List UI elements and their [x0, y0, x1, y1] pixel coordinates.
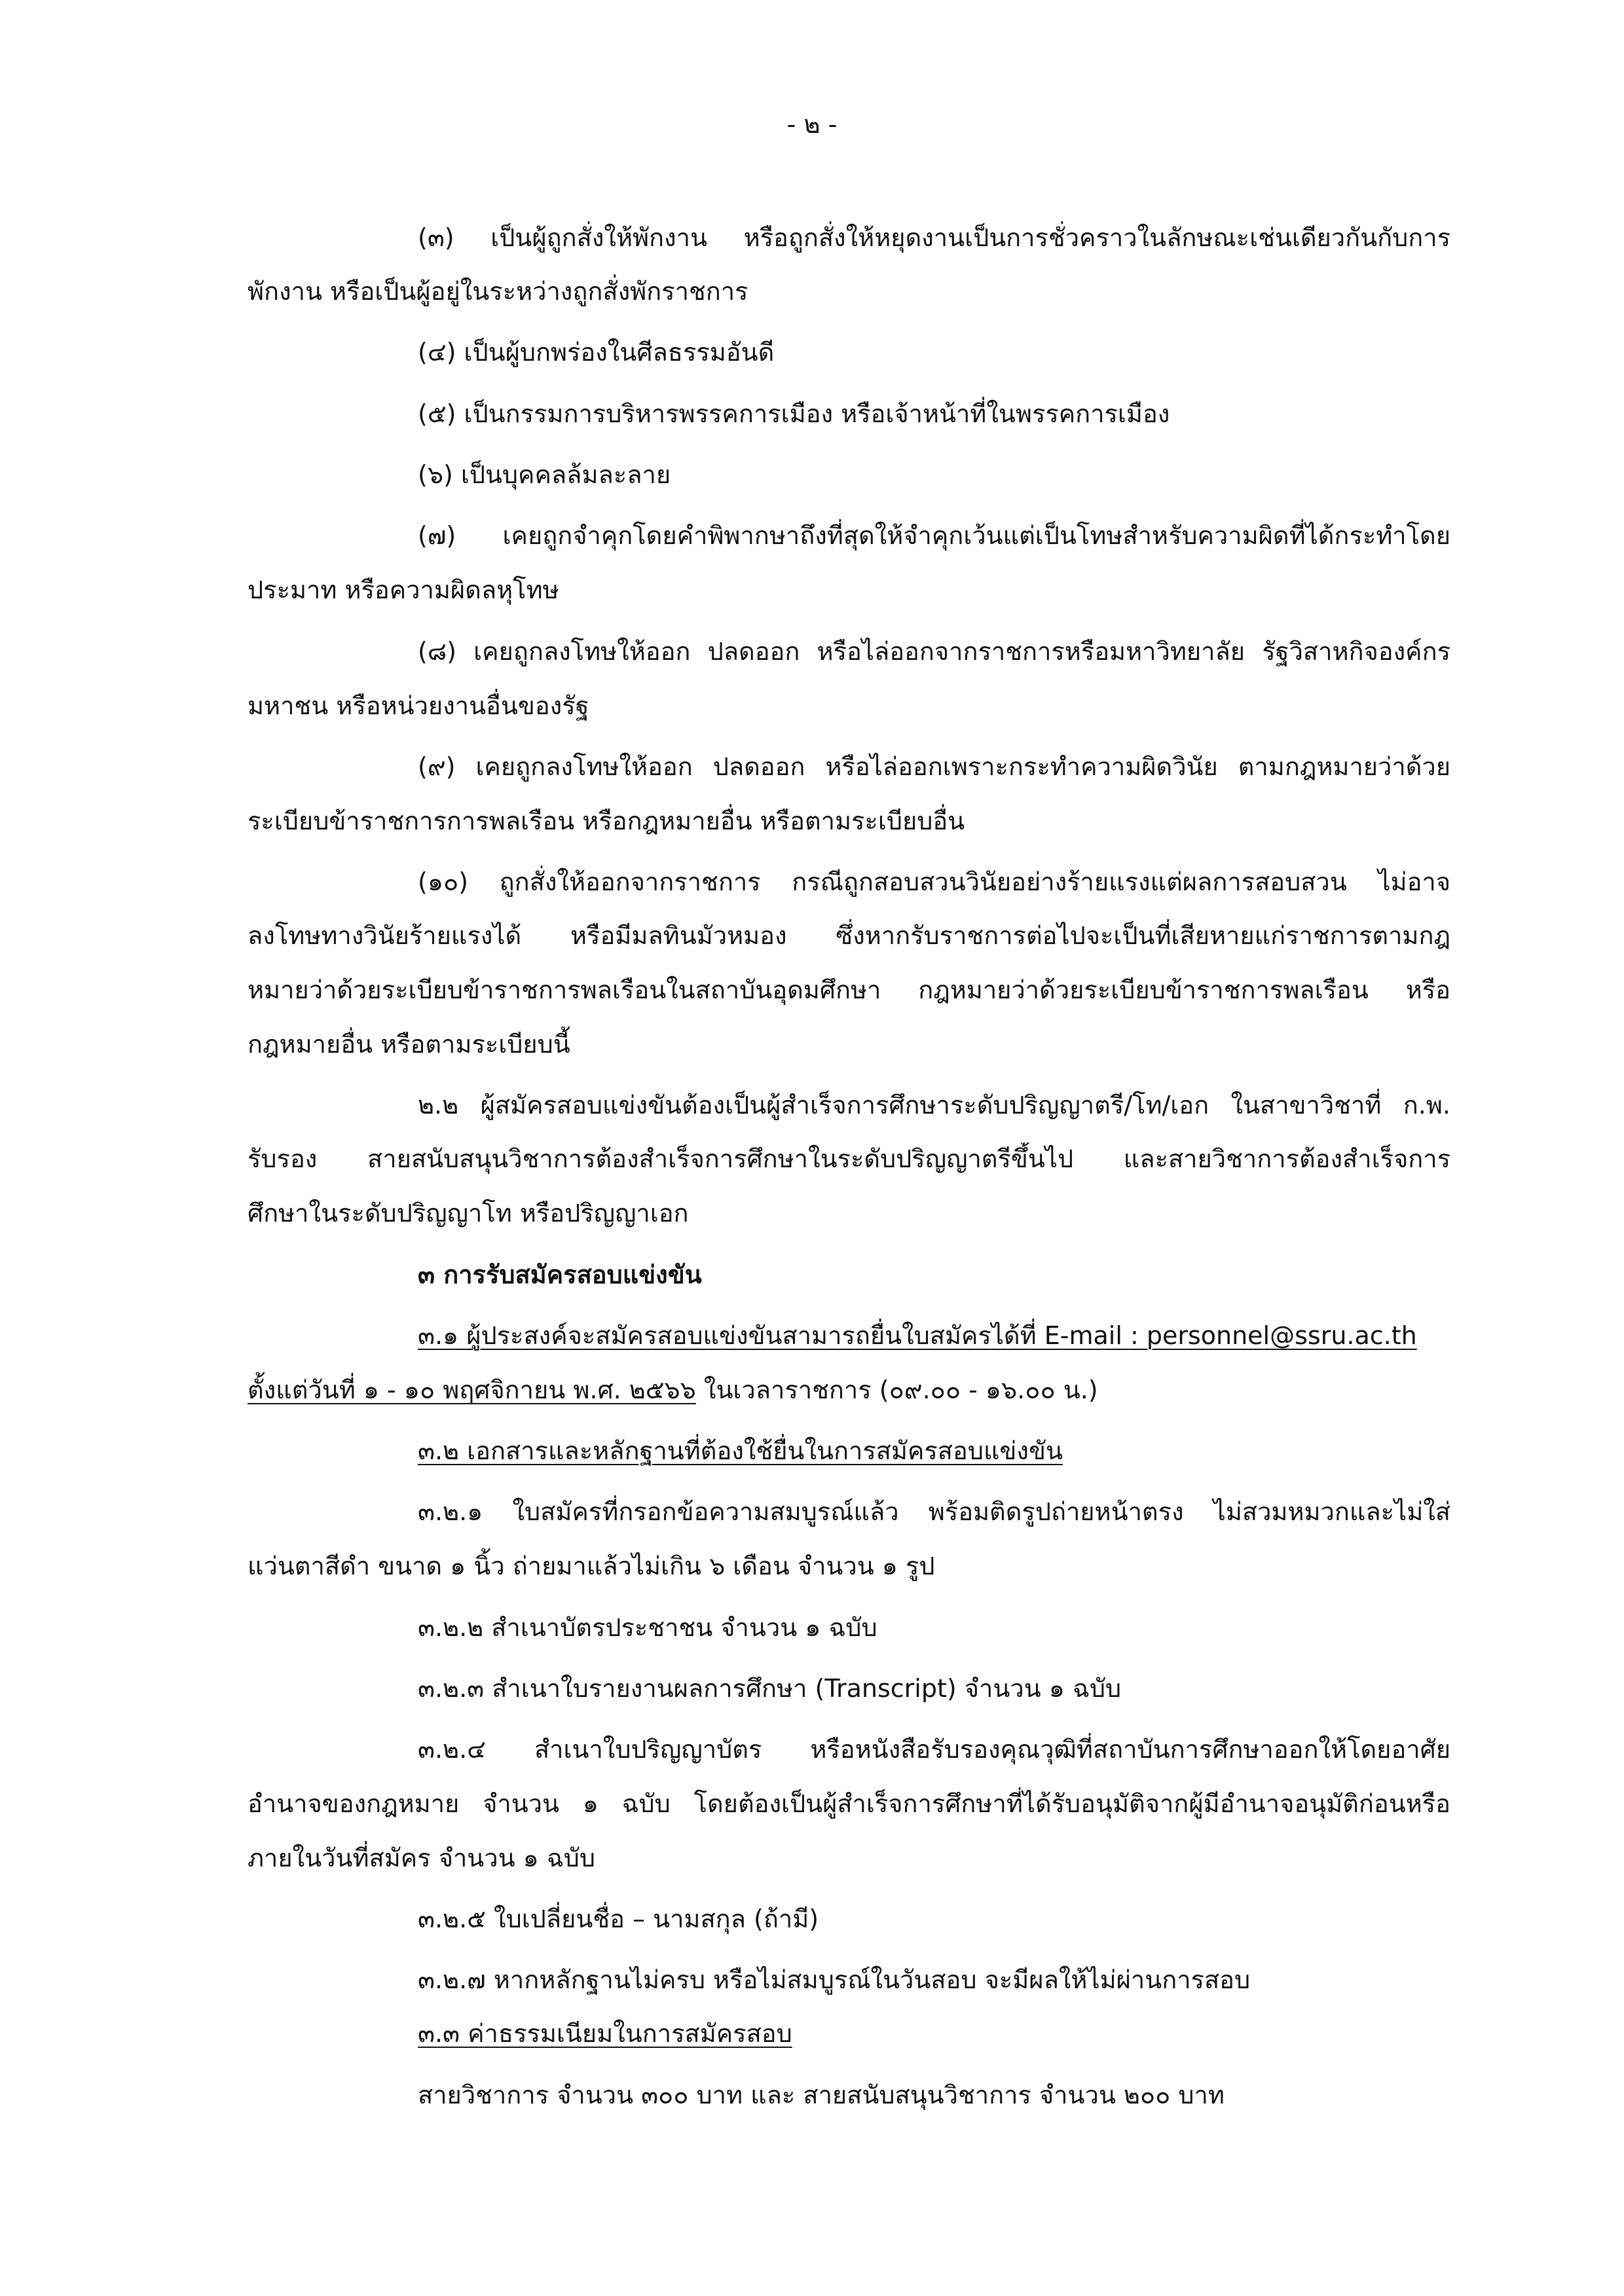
application-period: ตั้งแต่วันที่ ๑ - ๑๐ พฤศจิกายน พ.ศ. ๒๕๖๖: [248, 1376, 696, 1404]
section-3-2-4-line-3: ภายในวันที่สมัคร จำนวน ๑ ฉบับ: [248, 1844, 595, 1872]
item-9-line-2: ระเบียบข้าราชการการพลเรือน หรือกฎหมายอื่น หรือตามระเบียบอื่น: [248, 807, 965, 835]
section-3-2-3: ๓.๒.๓ สำเนาใบรายงานผลการศึกษา (Transcript) จำนวน ๑ ฉบับ: [418, 1674, 1122, 1703]
office-hours: ในเวลาราชการ (๐๙.๐๐ - ๑๖.๐๐ น.): [695, 1376, 1098, 1404]
section-3-heading: ๓ การรับสมัครสอบแข่งขัน: [418, 1260, 702, 1289]
section-3-2-2: ๓.๒.๒ สำเนาบัตรประชาชน จำนวน ๑ ฉบับ: [418, 1613, 877, 1642]
item-10-line-2: ลงโทษทางวินัยร้ายแรงได้ หรือมีมลทินมัวหมอง ซึ่งหากรับราชการต่อไปจะเป็นที่เสียหายแก่ราชการตามกฎ: [248, 921, 1450, 950]
section-3-1-line-2: [248, 1374, 1098, 1406]
item-3-line-1: (๓) เป็นผู้ถูกสั่งให้พักงาน หรือถูกสั่งให้หยุดงานเป็นการชั่วคราวในลักษณะเช่นเดียวกันกับการ: [418, 223, 1450, 252]
section-3-1-line-1: ๓.๑ ผู้ประสงค์จะสมัครสอบแข่งขันสามารถยื่นใบสมัครได้ที่ E-mail : personnel@ssru.ac.th: [418, 1321, 1417, 1350]
section-3-2-5: ๓.๒.๕ ใบเปลี่ยนชื่อ – นามสกุล (ถ้ามี): [418, 1904, 819, 1933]
item-10-line-1: (๑๐) ถูกสั่งให้ออกจากราชการ กรณีถูกสอบสวนวินัยอย่างร้ายแรงแต่ผลการสอบสวน ไม่อาจ: [418, 867, 1450, 896]
item-5: (๕) เป็นกรรมการบริหารพรรคการเมือง หรือเจ้าหน้าที่ในพรรคการเมือง: [418, 399, 1170, 428]
section-3-3-fees: สายวิชาการ จำนวน ๓๐๐ บาท และ สายสนับสนุนวิชาการ จำนวน ๒๐๐ บาท: [418, 2081, 1225, 2109]
section-3-2-1-line-2: แว่นตาสีดำ ขนาด ๑ นิ้ว ถ่ายมาแล้วไม่เกิน ๖ เดือน จำนวน ๑ รูป: [248, 1552, 935, 1580]
item-7-line-1: (๗) เคยถูกจำคุกโดยคำพิพากษาถึงที่สุดให้จำคุกเว้นแต่เป็นโทษสำหรับความผิดที่ได้กระทำโดย: [418, 521, 1450, 550]
page-number: - ๒ -: [786, 110, 838, 139]
section-3-2-1-line-1: ๓.๒.๑ ใบสมัครที่กรอกข้อความสมบูรณ์แล้ว พร้อมติดรูปถ่ายหน้าตรง ไม่สวมหมวกและไม่ใส่: [418, 1497, 1450, 1526]
section-3-2-4-line-2: อำนาจของกฎหมาย จำนวน ๑ ฉบับ โดยต้องเป็นผู้สำเร็จการศึกษาที่ได้รับอนุมัติจากผู้มีอำนาจอนุมัติก่อนหรือ: [248, 1789, 1450, 1818]
section-3-3-heading: ๓.๓ ค่าธรรมเนียมในการสมัครสอบ: [418, 2019, 792, 2048]
section-3-2-4-line-1: ๓.๒.๔ สำเนาใบปริญญาบัตร หรือหนังสือรับรองคุณวุฒิที่สถาบันการศึกษาออกให้โดยอาศัย: [418, 1735, 1450, 1764]
item-10-line-4: กฎหมายอื่น หรือตามระเบียบนี้: [248, 1030, 570, 1059]
item-8-line-1: (๘) เคยถูกลงโทษให้ออก ปลดออก หรือไล่ออกจากราชการหรือมหาวิทยาลัย รัฐวิสาหกิจองค์กร: [418, 637, 1450, 666]
item-2-2-line-1: ๒.๒ ผู้สมัครสอบแข่งขันต้องเป็นผู้สำเร็จการศึกษาระดับปริญญาตรี/โท/เอก ในสาขาวิชาที่ ก.พ.: [418, 1091, 1450, 1120]
item-9-line-1: (๙) เคยถูกลงโทษให้ออก ปลดออก หรือไล่ออกเพราะกระทำความผิดวินัย ตามกฎหมายว่าด้วย: [418, 752, 1450, 781]
item-10-line-3: หมายว่าด้วยระเบียบข้าราชการพลเรือนในสถาบันอุดมศึกษา กฎหมายว่าด้วยระเบียบข้าราชการพลเรือน หรือ: [248, 975, 1450, 1004]
item-2-2-line-2: รับรอง สายสนับสนุนวิชาการต้องสำเร็จการศึกษาในระดับปริญญาตรีขึ้นไป และสายวิชาการต้องสำเร็จการ: [248, 1144, 1450, 1173]
section-3-2-7: ๓.๒.๗ หากหลักฐานไม่ครบ หรือไม่สมบูรณ์ในวันสอบ จะมีผลให้ไม่ผ่านการสอบ: [418, 1965, 1251, 1994]
item-4: (๔) เป็นผู้บกพร่องในศีลธรรมอันดี: [418, 338, 775, 367]
item-8-line-2: มหาชน หรือหน่วยงานอื่นของรัฐ: [248, 691, 589, 720]
item-3-line-2: พักงาน หรือเป็นผู้อยู่ในระหว่างถูกสั่งพักราชการ: [248, 277, 748, 306]
section-3-2-heading: ๓.๒ เอกสารและหลักฐานที่ต้องใช้ยื่นในการสมัครสอบแข่งขัน: [418, 1436, 1063, 1465]
item-6: (๖) เป็นบุคคลล้มละลาย: [418, 460, 671, 489]
item-7-line-2: ประมาท หรือความผิดลหุโทษ: [248, 575, 559, 604]
item-2-2-line-3: ศึกษาในระดับปริญญาโท หรือปริญญาเอก: [248, 1199, 689, 1228]
